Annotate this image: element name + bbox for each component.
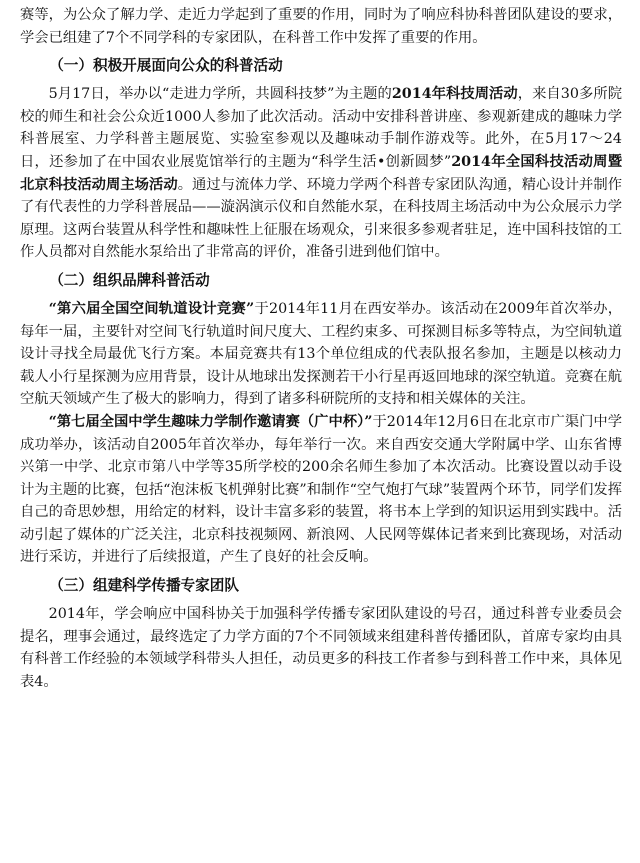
text-run: 。通过与流体力学、环境力学两个科普专家团队沟通，精心设计并制作了有代表性的力学科普展品——漩涡演示仪和自然能水泵，在科技周主场活动中为公众展示力学原理。这两台装置从科学性和趣味性上征服在场观众，引来很多参观者驻足，连中国科技馆的工作人员都对自然能水泵给出了非常高的评价，准备引进到他们馆中。 <box>20 176 623 261</box>
paragraph-mechanics-contest <box>20 411 622 569</box>
paragraph-orbit-competition <box>20 298 622 411</box>
text-run: 于2014年11月在西安举办。该活动在2009年首次举办，每年一届，主要针对空间飞行轨道时间尺度大、工程约束多、可探测目标多等特点，为空间轨道设计寻找全局最优飞行方案。本届竞赛共有13个单位组成的代表队报名参加，主题是以核动力载人小行星探测为应用背景，设计从地球出发探测若干小行星再返回地球的深空轨道。竞赛在航空航天领域产生了极大的影响力，得到了诸多科研院所的支持和相关媒体的关注。 <box>20 300 622 408</box>
section-heading-expert-team: （三）组建科学传播专家团队 <box>49 577 239 595</box>
bold-run-science-week: 2014年科技周活动 <box>391 86 518 103</box>
text-run: 2014年，学会响应中国科协关于加强科学传播专家团队建设的号召，通过科普专业委员会提名，理事会通过，最终选定了力学方面的7个不同领域来组建科普传播团队，首席专家均由具有科普工作经验的本领域学科带头人担任，动员更多的科技工作者参与到科普工作中来，具体见表4。 <box>20 606 622 690</box>
text-run: 5月17日，举办以“走进力学所，共圆科技梦”为主题的 <box>48 86 392 103</box>
bold-run-mechanics-contest: “第七届全国中学生趣味力学制作邀请赛（广中杯）” <box>48 413 373 430</box>
section-heading-public-activities: （一）积极开展面向公众的科普活动 <box>49 57 283 75</box>
paragraph-expert-team <box>20 603 622 693</box>
intro-text: 赛等，为公众了解力学、走近力学起到了重要的作用，同时为了响应科协科普团队建设的要求，学会已组建了7个不同学科的专家团队，在科普工作中发挥了重要的作用。 <box>20 7 622 46</box>
bold-run-orbit-competition: “第六届全国空间轨道设计竞赛” <box>48 300 255 317</box>
text-run: 于2014年12月6日在北京市广渠门中学成功举办，该活动自2005年首次举办，每年举行一次。来自西安交通大学附属中学、山东省博兴第一中学、北京市第八中学等35所学校的200余名师生参加了本次活动。比赛设置以动手设计为主题的比赛，包括“泡沫板飞机弹射比赛”和制作“空气炮打气球”装置两个环节，同学们发挥自己的奇思妙想，用给定的材料，设计丰富多彩的装置，将书本上学到的知识运用到实践中。活动引起了媒体的广泛关注，北京科技视频网、新浪网、人民网等媒体记者来到比赛现场，对活动进行采访，并进行了后续报道，产生了良好的社会反响。 <box>20 413 623 566</box>
bold-run-main-event: 2014年全国科技活动周暨北京科技活动周主场活动 <box>20 153 622 193</box>
intro-paragraph <box>20 4 622 49</box>
paragraph-science-week <box>20 83 622 264</box>
section-heading-brand-activities: （二）组织品牌科普活动 <box>49 271 210 289</box>
text-run: ，来自30多所院校的师生和社会公众近1000人参加了此次活动。活动中安排科普讲座、参观新建成的趣味力学科普展室、力学科普主题展览、实验室参观以及趣味动手制作游戏等。此外，在5月17～24日，还参加了在中国农业展览馆举行的主题为“科学生活•创新圆梦” <box>20 86 622 170</box>
